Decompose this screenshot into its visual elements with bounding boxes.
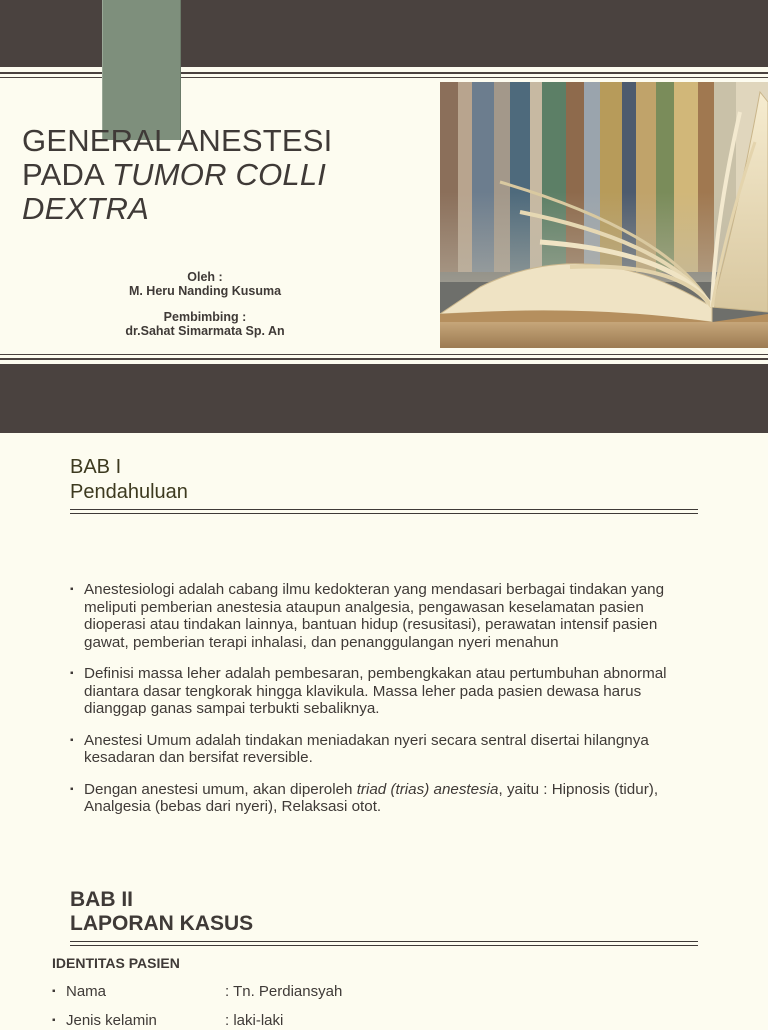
title-line-2-prefix: PADA	[22, 157, 113, 192]
bullet-marker: ▪	[52, 1015, 56, 1026]
introduction-slide	[0, 433, 768, 853]
chapter-number: BAB II	[70, 888, 133, 911]
chapter-title: LAPORAN KASUS	[70, 912, 254, 935]
bottom-rule	[0, 358, 768, 360]
open-book-photo	[440, 82, 768, 348]
list-item: ▪ Anestesi Umum adalah tindakan meniadakan nyeri secara sentral disertai hilangnya kesadaran dan bersifat reversible.	[70, 732, 700, 767]
byline	[90, 270, 320, 338]
bookmark-ribbon	[102, 0, 181, 140]
bullet4-post: , yaitu : Hipnosis (tidur), Analgesia (bebas dari nyeri), Relaksasi otot.	[84, 780, 659, 815]
list-item: ▪ Anestesiologi adalah cabang ilmu kedokteran yang mendasari berbagai tindakan yang meliputi pemberian anestesia ataupun analgesia, pengawasan keselamatan pasien dioperasi atau tindakan lainnya, bantuan hidup (resusitasi), perawatan intensif pasien gawat, pemberian terapi inhalasi, dan penanggulangan nyeri menahun	[70, 581, 700, 651]
chapter-number: BAB I	[70, 456, 122, 478]
presentation-title	[22, 124, 432, 226]
identity-value: : laki-laki	[225, 1012, 284, 1029]
identity-value: : Tn. Perdiansyah	[225, 983, 343, 1000]
identity-label: Nama	[66, 983, 107, 1000]
case-report-slide	[0, 853, 768, 1029]
list-item: ▪ Definisi massa leher adalah pembesaran, pembengkakan atau pertumbuhan abnormal diantara dasar tengkorak hingga klavikula. Massa leher pada pasien dewasa harus dianggap ganas sampai terbukti sebaliknya.	[70, 665, 700, 718]
wooden-table	[440, 322, 768, 348]
title-line-1: GENERAL ANESTESI	[22, 123, 333, 158]
author-name: M. Heru Nanding Kusuma	[128, 284, 282, 298]
heading-rule-bottom	[70, 945, 698, 946]
oleh-label: Oleh :	[187, 270, 223, 284]
bottom-rule-thin	[0, 354, 768, 355]
bullet4-emphasis: triad (trias) anestesia	[356, 780, 499, 798]
chapter-heading	[70, 455, 188, 505]
title-line-2-italic: TUMOR COLLI	[112, 157, 327, 192]
book-pages-icon	[440, 82, 768, 348]
title-line-3-italic: DEXTRA	[22, 191, 149, 226]
heading-rule-bottom	[70, 513, 698, 514]
chapter-heading	[70, 888, 253, 936]
bottom-band	[0, 364, 768, 433]
patient-identity-label: IDENTITAS PASIEN	[52, 955, 180, 971]
identity-label: Jenis kelamin	[66, 1012, 157, 1029]
pembimbing-label: Pembimbing :	[163, 310, 247, 324]
list-item	[70, 781, 700, 816]
bullet-marker: ▪	[52, 986, 56, 997]
heading-rule-top	[70, 941, 698, 942]
bullet4-pre: Dengan anestesi umum, akan diperoleh	[84, 780, 357, 798]
chapter-title: Pendahuluan	[70, 481, 188, 503]
heading-rule-top	[70, 509, 698, 510]
title-slide	[0, 0, 768, 433]
supervisor-name: dr.Sahat Simarmata Sp. An	[125, 324, 285, 338]
intro-bullet-list	[70, 581, 700, 830]
